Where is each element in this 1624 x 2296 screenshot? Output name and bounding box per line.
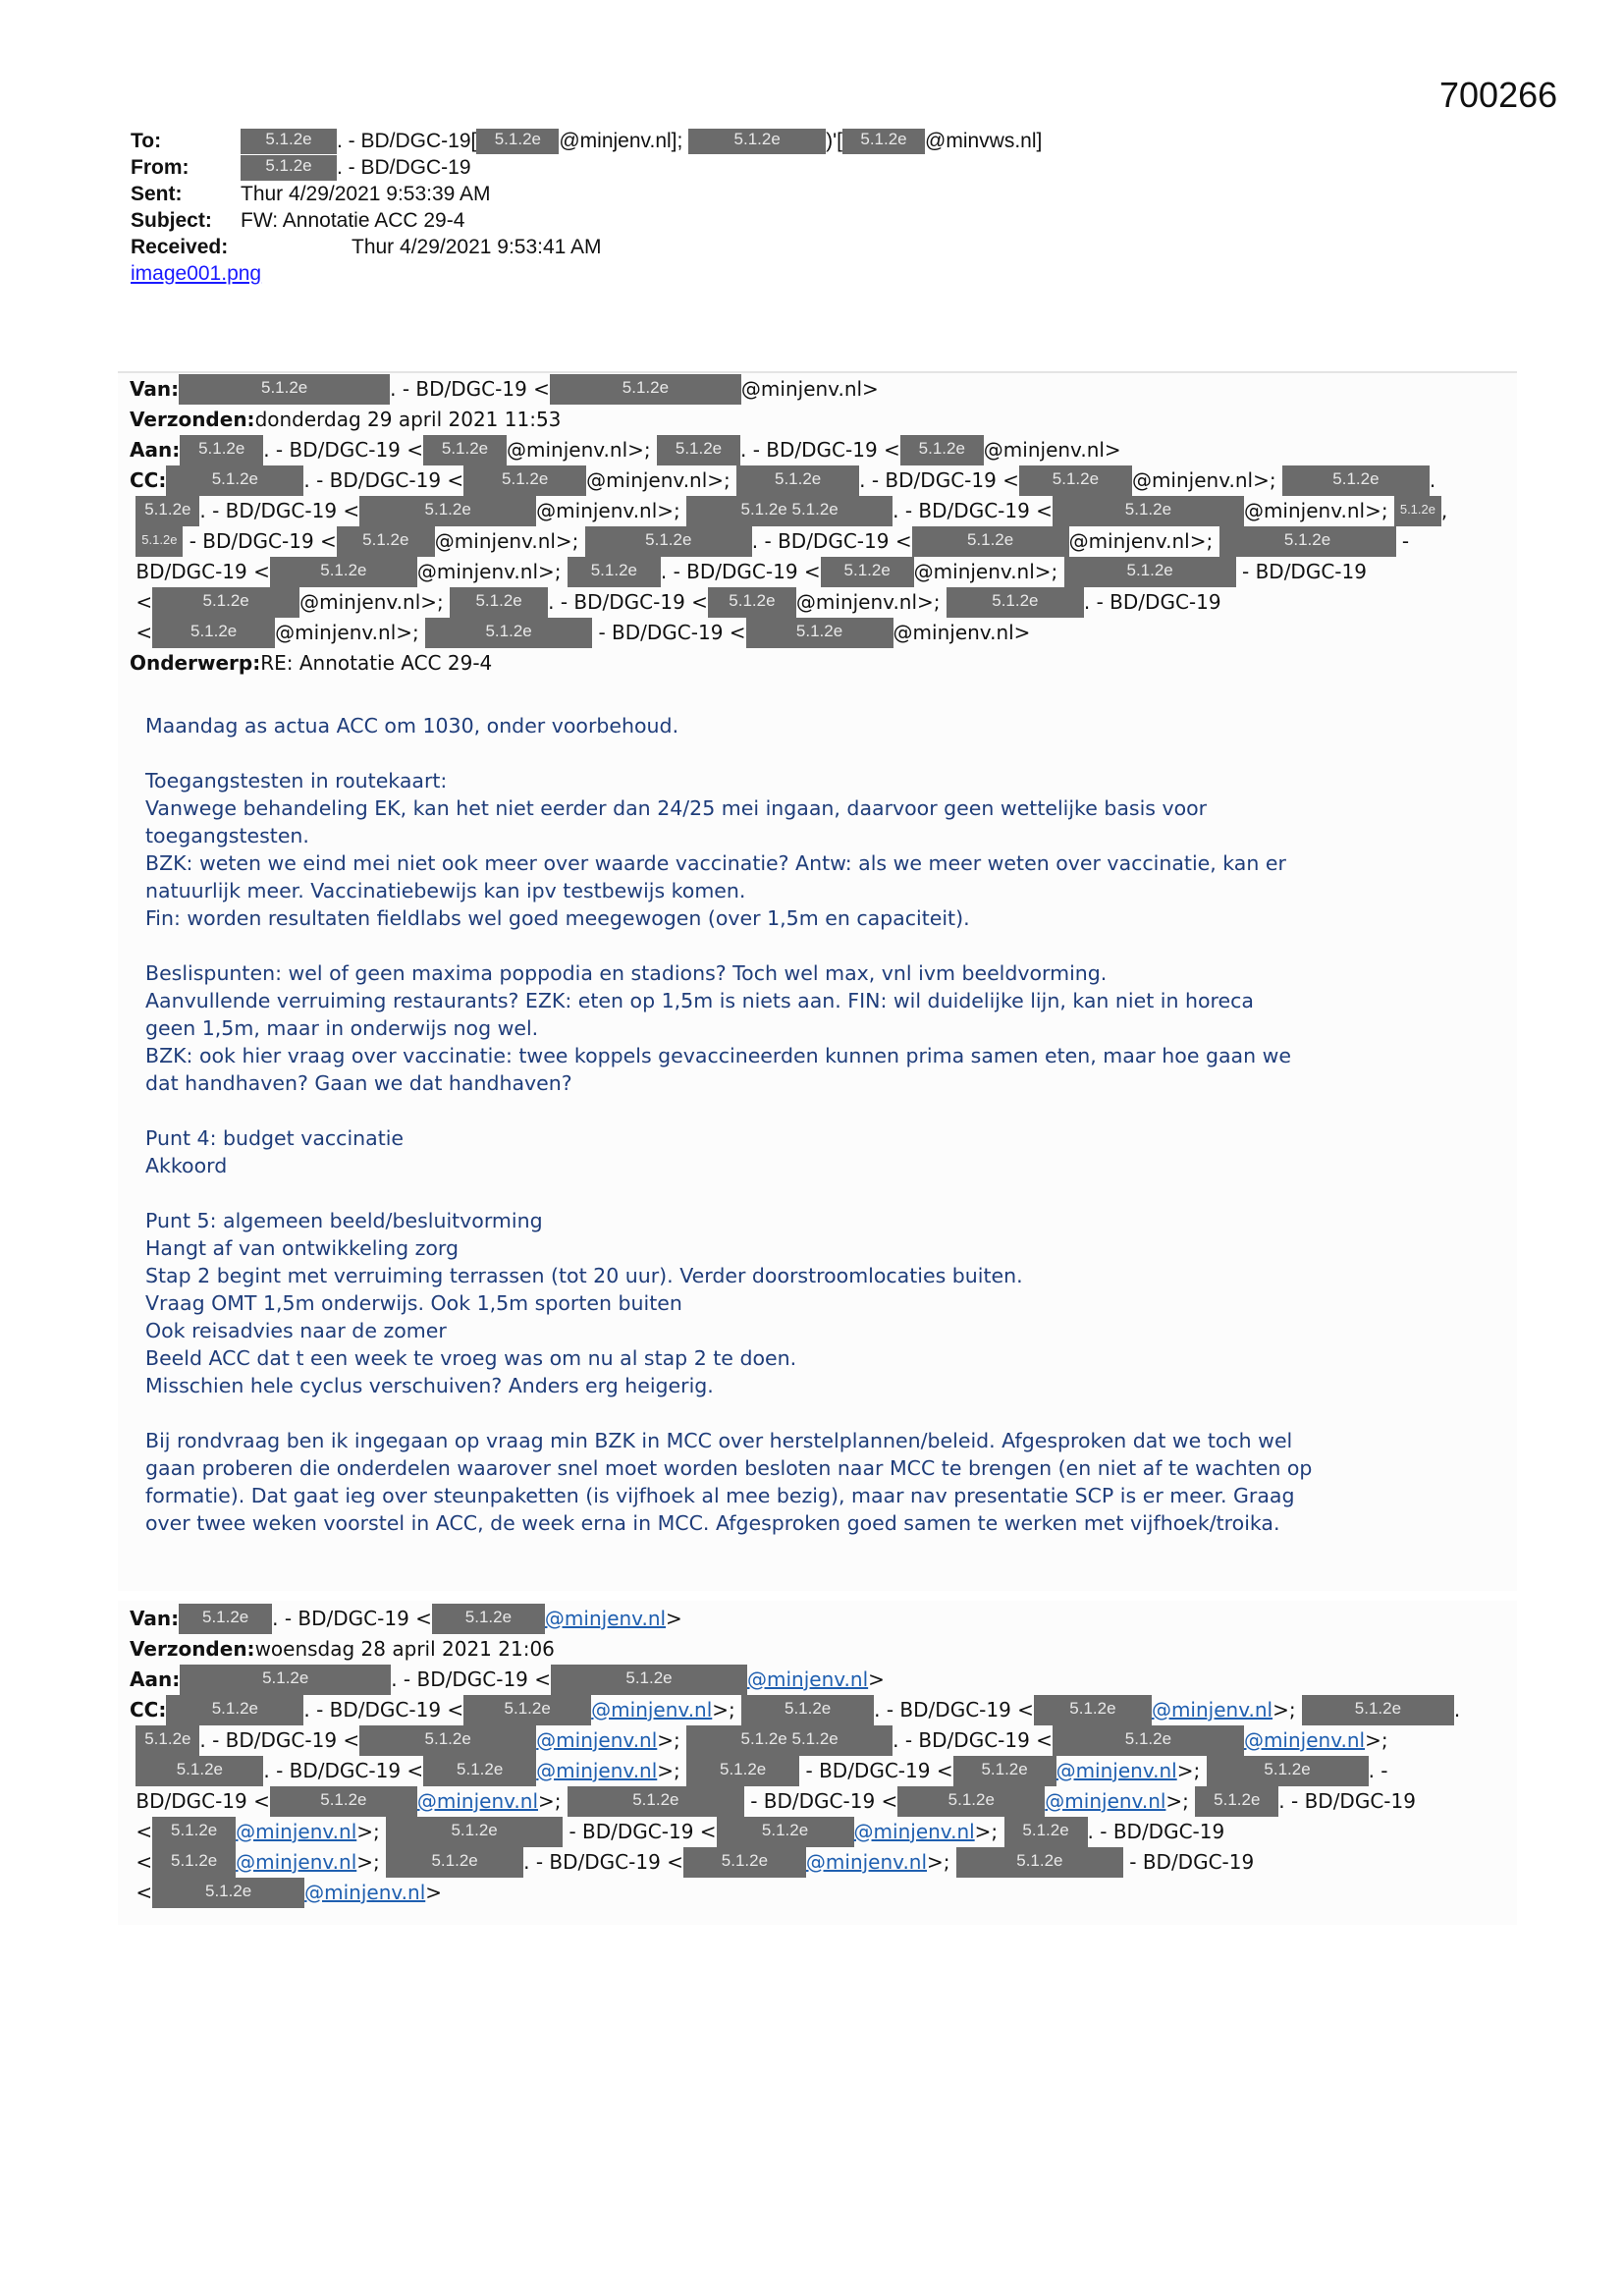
redaction-box: 5.1.2e — [736, 465, 859, 496]
field-label: Van: — [130, 1607, 180, 1630]
field-text: . - BD/DGC-19 — [1083, 590, 1221, 614]
field-text: . - BD/DGC-19 — [1278, 1789, 1416, 1813]
body-line: Bij rondvraag ben ik ingegaan op vraag min BZK in MCC over herstelplannen/beleid. Afgesproken dat we toch wel — [145, 1429, 1293, 1452]
header-line — [130, 1847, 1460, 1878]
redaction-box: 5.1.2e — [476, 129, 559, 154]
sent-label: Sent: — [131, 183, 183, 205]
header-line — [130, 587, 1447, 618]
redaction-box: 5.1.2e — [683, 1847, 806, 1878]
email-link[interactable]: @minjenv.nl — [591, 1698, 713, 1722]
email-link[interactable]: @minjenv.nl — [416, 1789, 538, 1813]
field-text: >; — [356, 1850, 387, 1874]
field-text: - BD/DGC-19 < — [563, 1820, 717, 1843]
header-line — [130, 1604, 1460, 1634]
field-text: @minjenv.nl>; — [1243, 499, 1394, 522]
field-text: >; — [657, 1759, 687, 1782]
field-text: - BD/DGC-19 — [1235, 560, 1367, 583]
header-line — [130, 648, 1447, 679]
body-line: Vraag OMT 1,5m onderwijs. Ook 1,5m sporten buiten — [145, 1291, 682, 1315]
field-label: CC: — [130, 1698, 167, 1722]
body-line: Stap 2 begint met verruiming terrassen (tot 20 uur). Verder doorstroomlocaties buiten. — [145, 1264, 1023, 1287]
redaction-box: 5.1.2e — [568, 557, 661, 587]
redaction-box: 5.1.2e — [746, 618, 893, 648]
redaction-box: 5.1.2e — [1053, 496, 1244, 526]
field-text: @minjenv.nl>; — [795, 590, 947, 614]
field-text: @minjenv.nl>; — [416, 560, 568, 583]
body-line: Punt 5: algemeen beeld/besluitvorming — [145, 1209, 543, 1232]
redaction-box: 5.1.2e — [1394, 496, 1441, 526]
field-text: - BD/DGC-19 < — [743, 1789, 898, 1813]
redaction-box: 5.1.2e — [686, 1756, 799, 1786]
redaction-box: 5.1.2e — [423, 435, 507, 465]
email-link[interactable]: @minjenv.nl — [536, 1728, 658, 1752]
redaction-box: 5.1.2e — [947, 587, 1084, 618]
redaction-box: 5.1.2e — [1195, 1786, 1278, 1817]
redaction-box: 5.1.2e — [425, 618, 592, 648]
field-text: @minvws.nl] — [925, 130, 1043, 152]
received-label: Received: — [131, 236, 229, 258]
body-line: Toegangstesten in routekaart: — [145, 769, 448, 793]
redaction-box: 5.1.2e — [166, 1695, 303, 1725]
field-text: - BD/DGC-19 — [1122, 1850, 1255, 1874]
redaction-box: 5.1.2e — [359, 496, 536, 526]
redaction-box: 5.1.2e — [1207, 1756, 1369, 1786]
redaction-box: 5.1.2e — [463, 1695, 591, 1725]
field-text: >; — [974, 1820, 1004, 1843]
field-text: @minjenv.nl>; — [507, 438, 657, 462]
field-text: . - BD/DGC-19 < — [272, 1607, 432, 1630]
field-text: . - BD/DGC-19 < — [874, 1698, 1034, 1722]
field-text: < — [130, 1881, 153, 1904]
field-text: BD/DGC-19 < — [130, 1789, 270, 1813]
field-text: @minjenv.nl>; — [434, 529, 585, 553]
paragraph — [145, 1427, 1500, 1537]
header-line — [130, 1878, 1460, 1908]
field-label: Aan: — [130, 1667, 181, 1691]
redaction-box: 5.1.2e — [152, 587, 299, 618]
from-value — [241, 154, 471, 181]
subject-row — [131, 207, 1042, 234]
redaction-box: 5.1.2e — [708, 587, 796, 618]
field-text: >; — [1176, 1759, 1207, 1782]
field-text: @minjenv.nl>; — [536, 499, 687, 522]
header-line — [130, 557, 1447, 587]
redaction-box: 5.1.2e — [152, 1847, 236, 1878]
redaction-box: 5.1.2e — [135, 1725, 199, 1756]
body-line: Maandag as actua ACC om 1030, onder voorbehoud. — [145, 714, 679, 738]
field-label: Van: — [130, 377, 180, 401]
header-line — [130, 435, 1447, 465]
redaction-box: 5.1.2e — [241, 155, 337, 181]
header-line — [130, 465, 1447, 496]
header-line — [130, 1786, 1460, 1817]
redaction-box: 5.1.2e 5.1.2e — [686, 496, 893, 526]
field-text: )'[ — [826, 130, 843, 152]
sent-value: Thur 4/29/2021 9:53:39 AM — [241, 183, 491, 205]
redaction-box: 5.1.2e — [821, 557, 914, 587]
redaction-box: 5.1.2e — [1004, 1817, 1088, 1847]
to-row — [131, 128, 1042, 154]
field-text: . - BD/DGC-19 < — [893, 1728, 1053, 1752]
paragraph — [145, 959, 1500, 1097]
field-text: . - BD/DGC-19 < — [660, 560, 821, 583]
field-text: < — [130, 1820, 153, 1843]
email-link[interactable]: @minjenv.nl — [236, 1850, 357, 1874]
header-line — [130, 1695, 1460, 1725]
header-line — [130, 526, 1447, 557]
field-text: . - BD/DGC-19 < — [263, 1759, 424, 1782]
field-text: . - BD/DGC-19 < — [263, 438, 424, 462]
redaction-box: 5.1.2e — [359, 1725, 536, 1756]
field-text: >; — [657, 1728, 687, 1752]
header-line — [130, 1725, 1460, 1756]
redaction-box: 5.1.2e — [550, 374, 741, 405]
paragraph — [145, 1124, 1500, 1179]
field-text: . — [1429, 468, 1436, 492]
body-line: gaan proberen die onderdelen waarover snel moet worden besloten naar MCC te brengen (en niet af te wachten op — [145, 1456, 1313, 1480]
header-line — [130, 1756, 1460, 1786]
body-line: Aanvullende verruiming restaurants? EZK: eten op 1,5m is niets aan. FIN: wil duidelijke lijn, kan niet in horeca — [145, 989, 1254, 1012]
paragraph — [145, 712, 1500, 739]
field-text: >; — [1165, 1789, 1196, 1813]
body-line: Punt 4: budget vaccinatie — [145, 1126, 405, 1150]
redaction-box: 5.1.2e — [688, 129, 826, 154]
redaction-box: 5.1.2e — [166, 465, 303, 496]
body-line: Beslispunten: wel of geen maxima poppodia en stadions? Toch wel max, vnl ivm beeldvorming. — [145, 961, 1108, 985]
redaction-box: 5.1.2e — [450, 587, 548, 618]
email-link[interactable]: @minjenv.nl — [536, 1759, 658, 1782]
redaction-box: 5.1.2e — [1302, 1695, 1454, 1725]
field-text: . - BD/DGC-19 < — [859, 468, 1019, 492]
redaction-box: 5.1.2e — [152, 1878, 304, 1908]
email-link[interactable]: @minjenv.nl — [304, 1881, 426, 1904]
field-text: @minjenv.nl>; — [913, 560, 1064, 583]
field-label: Verzonden: — [130, 408, 255, 431]
field-text: - BD/DGC-19 < — [592, 621, 746, 644]
field-text: . - BD/DGC-19 < — [390, 377, 550, 401]
field-text: >; — [1272, 1698, 1302, 1722]
field-text: . — [1453, 1698, 1461, 1722]
redaction-box: 5.1.2e — [241, 129, 337, 154]
redaction-box: 5.1.2e — [463, 465, 586, 496]
header-line — [130, 1817, 1460, 1847]
outer-email-header — [131, 128, 1042, 287]
field-text: RE: Annotatie ACC 29-4 — [260, 651, 493, 675]
field-text: @minjenv.nl>; — [1131, 468, 1282, 492]
header-line — [130, 496, 1447, 526]
field-text: @minjenv.nl> — [893, 621, 1031, 644]
field-text: . - BD/DGC-19 < — [199, 1728, 360, 1752]
header-line — [130, 1665, 1460, 1695]
redaction-box: 5.1.2e — [135, 526, 183, 557]
body-line: Akkoord — [145, 1154, 228, 1177]
from-row — [131, 154, 1042, 181]
redaction-box: 5.1.2e — [180, 435, 263, 465]
redaction-box: 5.1.2e — [270, 1786, 417, 1817]
body-line: Vanwege behandeling EK, kan het niet eerder dan 24/25 mei ingaan, daarvoor geen wettelijke basis voor — [145, 796, 1208, 820]
redaction-box: 5.1.2e — [152, 1817, 236, 1847]
field-text: woensdag 28 april 2021 21:06 — [254, 1637, 555, 1661]
received-value: Thur 4/29/2021 9:53:41 AM — [352, 236, 602, 258]
field-text: >; — [356, 1820, 387, 1843]
subject-value: FW: Annotatie ACC 29-4 — [241, 209, 465, 232]
email-link[interactable]: @minjenv.nl — [853, 1820, 975, 1843]
email-link[interactable]: @minjenv.nl — [1045, 1789, 1166, 1813]
field-text: >; — [927, 1850, 956, 1874]
field-label: CC: — [130, 468, 167, 492]
field-text: @minjenv.nl]; — [559, 130, 689, 152]
paragraph — [145, 1207, 1500, 1399]
subject-label: Subject: — [131, 209, 212, 232]
redaction-box: 5.1.2e — [1219, 526, 1396, 557]
redaction-box: 5.1.2e — [900, 435, 984, 465]
body-line: natuurlijk meer. Vaccinatiebewijs kan ipv testbewijs komen. — [145, 879, 746, 902]
field-text: @minjenv.nl>; — [1068, 529, 1219, 553]
redaction-box: 5.1.2e — [1053, 1725, 1244, 1756]
field-label: Aan: — [130, 438, 181, 462]
field-text: . - BD/DGC-19[ — [337, 130, 477, 152]
redaction-box: 5.1.2e — [741, 1695, 874, 1725]
redaction-box: 5.1.2e — [152, 618, 275, 648]
body-line: Fin: worden resultaten fieldlabs wel goed meegewogen (over 1,5m en capaciteit). — [145, 906, 970, 930]
field-text: @minjenv.nl>; — [275, 621, 426, 644]
body-line: formatie). Dat gaat ieg over steunpaketten (is vijfhoek al mee bezig), maar nav presentatie SCP is er meer. Graag — [145, 1484, 1295, 1507]
field-text: >; — [1365, 1728, 1388, 1752]
attachment-link[interactable]: image001.png — [131, 262, 262, 285]
field-text: . - BD/DGC-19 < — [391, 1667, 552, 1691]
field-text: - — [1395, 529, 1410, 553]
field-text: @minjenv.nl>; — [299, 590, 451, 614]
redaction-box: 5.1.2e — [135, 1756, 263, 1786]
field-text: - BD/DGC-19 < — [799, 1759, 953, 1782]
forwarded-header-2 — [130, 1604, 1460, 1908]
body-line: toegangstesten. — [145, 824, 309, 847]
field-text: . - BD/DGC-19 < — [893, 499, 1053, 522]
email-link[interactable]: @minjenv.nl — [544, 1607, 667, 1630]
field-text: BD/DGC-19 < — [130, 560, 270, 583]
redaction-box: 5.1.2e — [551, 1665, 747, 1695]
header-line — [130, 1634, 1460, 1665]
body-line: BZK: weten we eind mei niet ook meer over waarde vaccinatie? Antw: als we meer weten over vaccinatie, kan er — [145, 851, 1286, 875]
field-label: Onderwerp: — [130, 651, 261, 675]
redaction-box: 5.1.2e — [386, 1847, 523, 1878]
field-text: < — [130, 1850, 153, 1874]
redaction-box: 5.1.2e — [912, 526, 1069, 557]
field-text: >; — [712, 1698, 742, 1722]
field-text: . - BD/DGC-19 < — [303, 468, 464, 492]
redaction-box: 5.1.2e — [568, 1786, 744, 1817]
field-text: @minjenv.nl> — [983, 438, 1121, 462]
header-line — [130, 405, 1447, 435]
field-text: . - BD/DGC-19 < — [548, 590, 708, 614]
field-text: < — [130, 621, 153, 644]
redaction-box: 5.1.2e — [842, 129, 925, 154]
redaction-box: 5.1.2e — [386, 1817, 563, 1847]
message-body — [145, 712, 1500, 1564]
redaction-box: 5.1.2e — [1282, 465, 1430, 496]
redaction-box: 5.1.2e — [432, 1604, 545, 1634]
field-text: . - BD/DGC-19 < — [751, 529, 912, 553]
field-text: . - BD/DGC-19 — [1087, 1820, 1225, 1843]
field-text: . - BD/DGC-19 < — [199, 499, 360, 522]
redaction-box: 5.1.2e — [337, 526, 435, 557]
redaction-box: 5.1.2e — [423, 1756, 536, 1786]
field-text: @minjenv.nl> — [740, 377, 879, 401]
sent-row — [131, 181, 1042, 207]
redaction-box: 5.1.2e — [897, 1786, 1045, 1817]
body-line: over twee weken voorstel in ACC, de week erna in MCC. Afgesproken goed samen te werken met vijfhoek/troika. — [145, 1511, 1280, 1535]
redaction-box: 5.1.2e — [1019, 465, 1132, 496]
field-text: >; — [538, 1789, 568, 1813]
received-row — [131, 234, 1042, 260]
body-line: Ook reisadvies naar de zomer — [145, 1319, 447, 1342]
email-link[interactable]: @minjenv.nl — [805, 1850, 928, 1874]
email-link[interactable]: @minjenv.nl — [747, 1667, 869, 1691]
redaction-box: 5.1.2e — [717, 1817, 854, 1847]
redaction-box: 5.1.2e 5.1.2e — [686, 1725, 893, 1756]
redaction-box: 5.1.2e — [1064, 557, 1236, 587]
redaction-box: 5.1.2e — [180, 1665, 391, 1695]
body-line: geen 1,5m, maar in onderwijs nog wel. — [145, 1016, 539, 1040]
attachment-row — [131, 260, 1042, 287]
field-text: , — [1440, 499, 1448, 522]
redaction-box: 5.1.2e — [179, 1604, 272, 1634]
body-line: Hangt af van ontwikkeling zorg — [145, 1236, 459, 1260]
field-label: Verzonden: — [130, 1637, 255, 1661]
from-label: From: — [131, 156, 189, 179]
field-text: > — [868, 1667, 885, 1691]
field-text: > — [666, 1607, 682, 1630]
email-link[interactable]: @minjenv.nl — [1151, 1698, 1273, 1722]
field-text: . - BD/DGC-19 — [337, 156, 471, 179]
field-text: donderdag 29 april 2021 11:53 — [254, 408, 562, 431]
field-text: < — [130, 590, 153, 614]
field-text: @minjenv.nl>; — [586, 468, 737, 492]
forwarded-header-1 — [130, 374, 1447, 679]
field-text: > — [425, 1881, 443, 1904]
to-value — [241, 128, 1042, 154]
body-line: Misschien hele cyclus verschuiven? Anders erg heigerig. — [145, 1374, 714, 1397]
email-link[interactable]: @minjenv.nl — [1056, 1759, 1177, 1782]
to-label: To: — [131, 130, 162, 152]
header-line — [130, 618, 1447, 648]
redaction-box: 5.1.2e — [1034, 1695, 1152, 1725]
field-text: . - BD/DGC-19 < — [523, 1850, 683, 1874]
email-link[interactable]: @minjenv.nl — [236, 1820, 357, 1843]
redaction-box: 5.1.2e — [953, 1756, 1056, 1786]
header-line — [130, 374, 1447, 405]
field-text: . - BD/DGC-19 < — [303, 1698, 464, 1722]
redaction-box: 5.1.2e — [135, 496, 199, 526]
email-link[interactable]: @minjenv.nl — [1243, 1728, 1366, 1752]
body-line: Beeld ACC dat t een week te vroeg was om nu al stap 2 te doen. — [145, 1346, 797, 1370]
body-line: BZK: ook hier vraag over vaccinatie: twee koppels gevaccineerden kunnen prima samen eten, maar hoe gaan we — [145, 1044, 1291, 1067]
field-text: . - — [1368, 1759, 1388, 1782]
redaction-box: 5.1.2e — [179, 374, 390, 405]
paragraph — [145, 767, 1500, 932]
field-text: - BD/DGC-19 < — [183, 529, 337, 553]
field-text: . - BD/DGC-19 < — [740, 438, 900, 462]
redaction-box: 5.1.2e — [585, 526, 752, 557]
redaction-box: 5.1.2e — [270, 557, 417, 587]
page-number: 700266 — [1439, 75, 1558, 115]
redaction-box: 5.1.2e — [956, 1847, 1123, 1878]
redaction-box: 5.1.2e — [657, 435, 740, 465]
body-line: dat handhaven? Gaan we dat handhaven? — [145, 1071, 572, 1095]
